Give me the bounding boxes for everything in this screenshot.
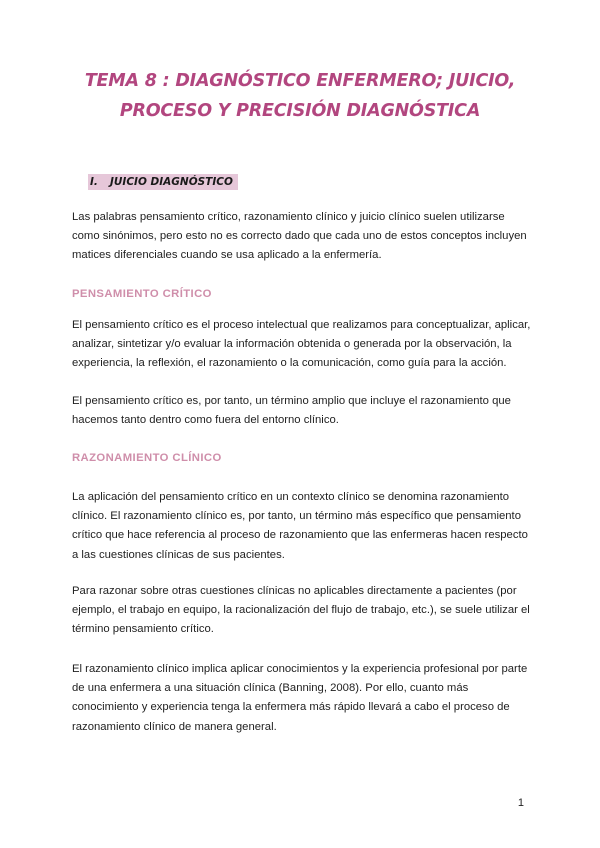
- document-title: TEMA 8 : DIAGNÓSTICO ENFERMERO; JUICIO, PROCESO Y PRECISIÓN DIAGNÓSTICA: [84, 71, 516, 121]
- paragraph: La aplicación del pensamiento crítico en un contexto clínico se denomina razonamiento clínico. El razonamiento clínico es, por tanto, un término más específico que pensamiento crítico que hace referencia al proceso de razonamiento que las enfermeras hacen respecto a las cuestiones clínicas de sus pacientes.: [72, 491, 528, 561]
- section-label: JUICIO DIAGNÓSTICO: [110, 176, 233, 188]
- paragraph: Para razonar sobre otras cuestiones clínicas no aplicables directamente a pacientes (por ejemplo, el trabajo en equipo, la racionalización del flujo de trabajo, etc.), se suele utilizar el término pensamiento crítico.: [72, 585, 530, 636]
- section-heading: [88, 174, 238, 190]
- paragraph: El pensamiento crítico es el proceso intelectual que realizamos para conceptualizar, aplicar, analizar, sintetizar y/o evaluar la información obtenida o generada por la observación, la experiencia, la reflexión, el razonamiento o la comunicación, como guía para la acción.: [72, 319, 531, 370]
- paragraph: El razonamiento clínico implica aplicar conocimientos y la experiencia profesional por parte de una enfermera a una situación clínica (Banning, 2008). Por ello, cuanto más conocimiento y experiencia tenga la enfermera más rápido llevará a cabo el proceso de razonamiento clínico de manera general.: [72, 663, 528, 733]
- page-number: 1: [517, 797, 524, 809]
- subheading-razonamiento-clinico: RAZONAMIENTO CLÍNICO: [72, 452, 222, 464]
- intro-paragraph: Las palabras pensamiento crítico, razonamiento clínico y juicio clínico suelen utilizarse como sinónimos, pero esto no es correcto dado que cada uno de estos conceptos incluyen matices diferenciales cuando se usa aplicado a la enfermería.: [72, 211, 527, 262]
- subheading-pensamiento-critico: PENSAMIENTO CRÍTICO: [72, 288, 212, 300]
- section-number: I.: [90, 176, 98, 188]
- paragraph: El pensamiento crítico es, por tanto, un término amplio que incluye el razonamiento que hacemos tanto dentro como fuera del entorno clínico.: [72, 395, 511, 427]
